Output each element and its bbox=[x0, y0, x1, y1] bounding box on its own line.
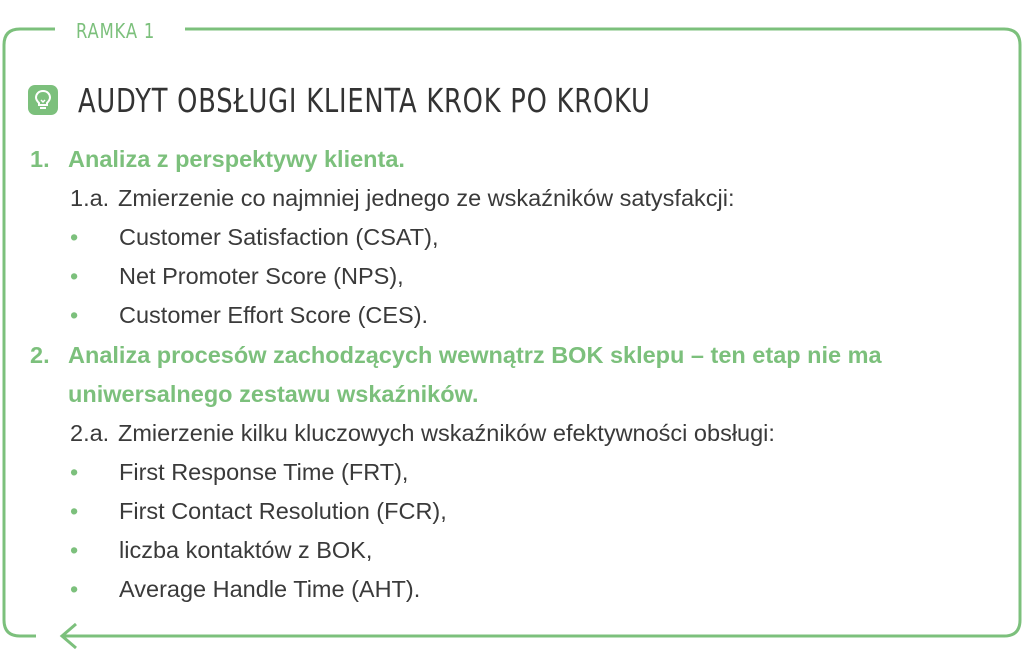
page-title: AUDYT OBSŁUGI KLIENTA KROK PO KROKU bbox=[78, 80, 651, 120]
list-item-text: Customer Effort Score (CES). bbox=[119, 302, 429, 328]
title-row bbox=[28, 82, 812, 118]
lightbulb-icon bbox=[28, 85, 58, 115]
list-item bbox=[70, 459, 408, 486]
bullet-icon: • bbox=[70, 498, 79, 524]
list-item bbox=[70, 576, 420, 603]
section-2-sub-number: 2.a. bbox=[70, 420, 110, 446]
section-2-heading-line2: uniwersalnego zestawu wskaźników. bbox=[68, 381, 479, 407]
list-item bbox=[70, 537, 372, 564]
bullet-icon: • bbox=[70, 302, 79, 328]
list-item-text: Average Handle Time (AHT). bbox=[119, 576, 421, 602]
section-1-sub-text: Zmierzenie co najmniej jednego ze wskaźników satysfakcji: bbox=[118, 185, 735, 211]
section-1-sub-number: 1.a. bbox=[70, 185, 110, 211]
section-2-sub bbox=[70, 420, 775, 447]
list-item bbox=[70, 224, 439, 251]
section-2-heading-cont bbox=[68, 381, 479, 408]
section-2-sub-text: Zmierzenie kilku kluczowych wskaźników efektywności obsługi: bbox=[118, 420, 775, 446]
list-item-text: First Contact Resolution (FCR), bbox=[119, 498, 447, 524]
list-item-text: Customer Satisfaction (CSAT), bbox=[119, 224, 439, 250]
section-1-number: 1. bbox=[30, 146, 50, 172]
list-item-text: First Response Time (FRT), bbox=[119, 459, 409, 485]
bullet-icon: • bbox=[70, 263, 79, 289]
bullet-icon: • bbox=[70, 537, 79, 563]
list-item-text: liczba kontaktów z BOK, bbox=[119, 537, 373, 563]
list-item bbox=[70, 302, 428, 329]
list-item-text: Net Promoter Score (NPS), bbox=[119, 263, 404, 289]
section-1-heading-text: Analiza z perspektywy klienta. bbox=[68, 146, 405, 172]
section-1-heading bbox=[30, 146, 405, 173]
bullet-icon: • bbox=[70, 576, 79, 602]
section-2-heading-line1: Analiza procesów zachodzących wewnątrz BOK sklepu – ten etap nie ma bbox=[68, 342, 882, 368]
list-item bbox=[70, 263, 404, 290]
bullet-icon: • bbox=[70, 224, 79, 250]
section-2-heading bbox=[30, 342, 882, 369]
list-item bbox=[70, 498, 447, 525]
section-2-number: 2. bbox=[30, 342, 50, 368]
frame-label: RAMKA 1 bbox=[76, 19, 156, 43]
section-1-sub bbox=[70, 185, 735, 212]
bullet-icon: • bbox=[70, 459, 79, 485]
